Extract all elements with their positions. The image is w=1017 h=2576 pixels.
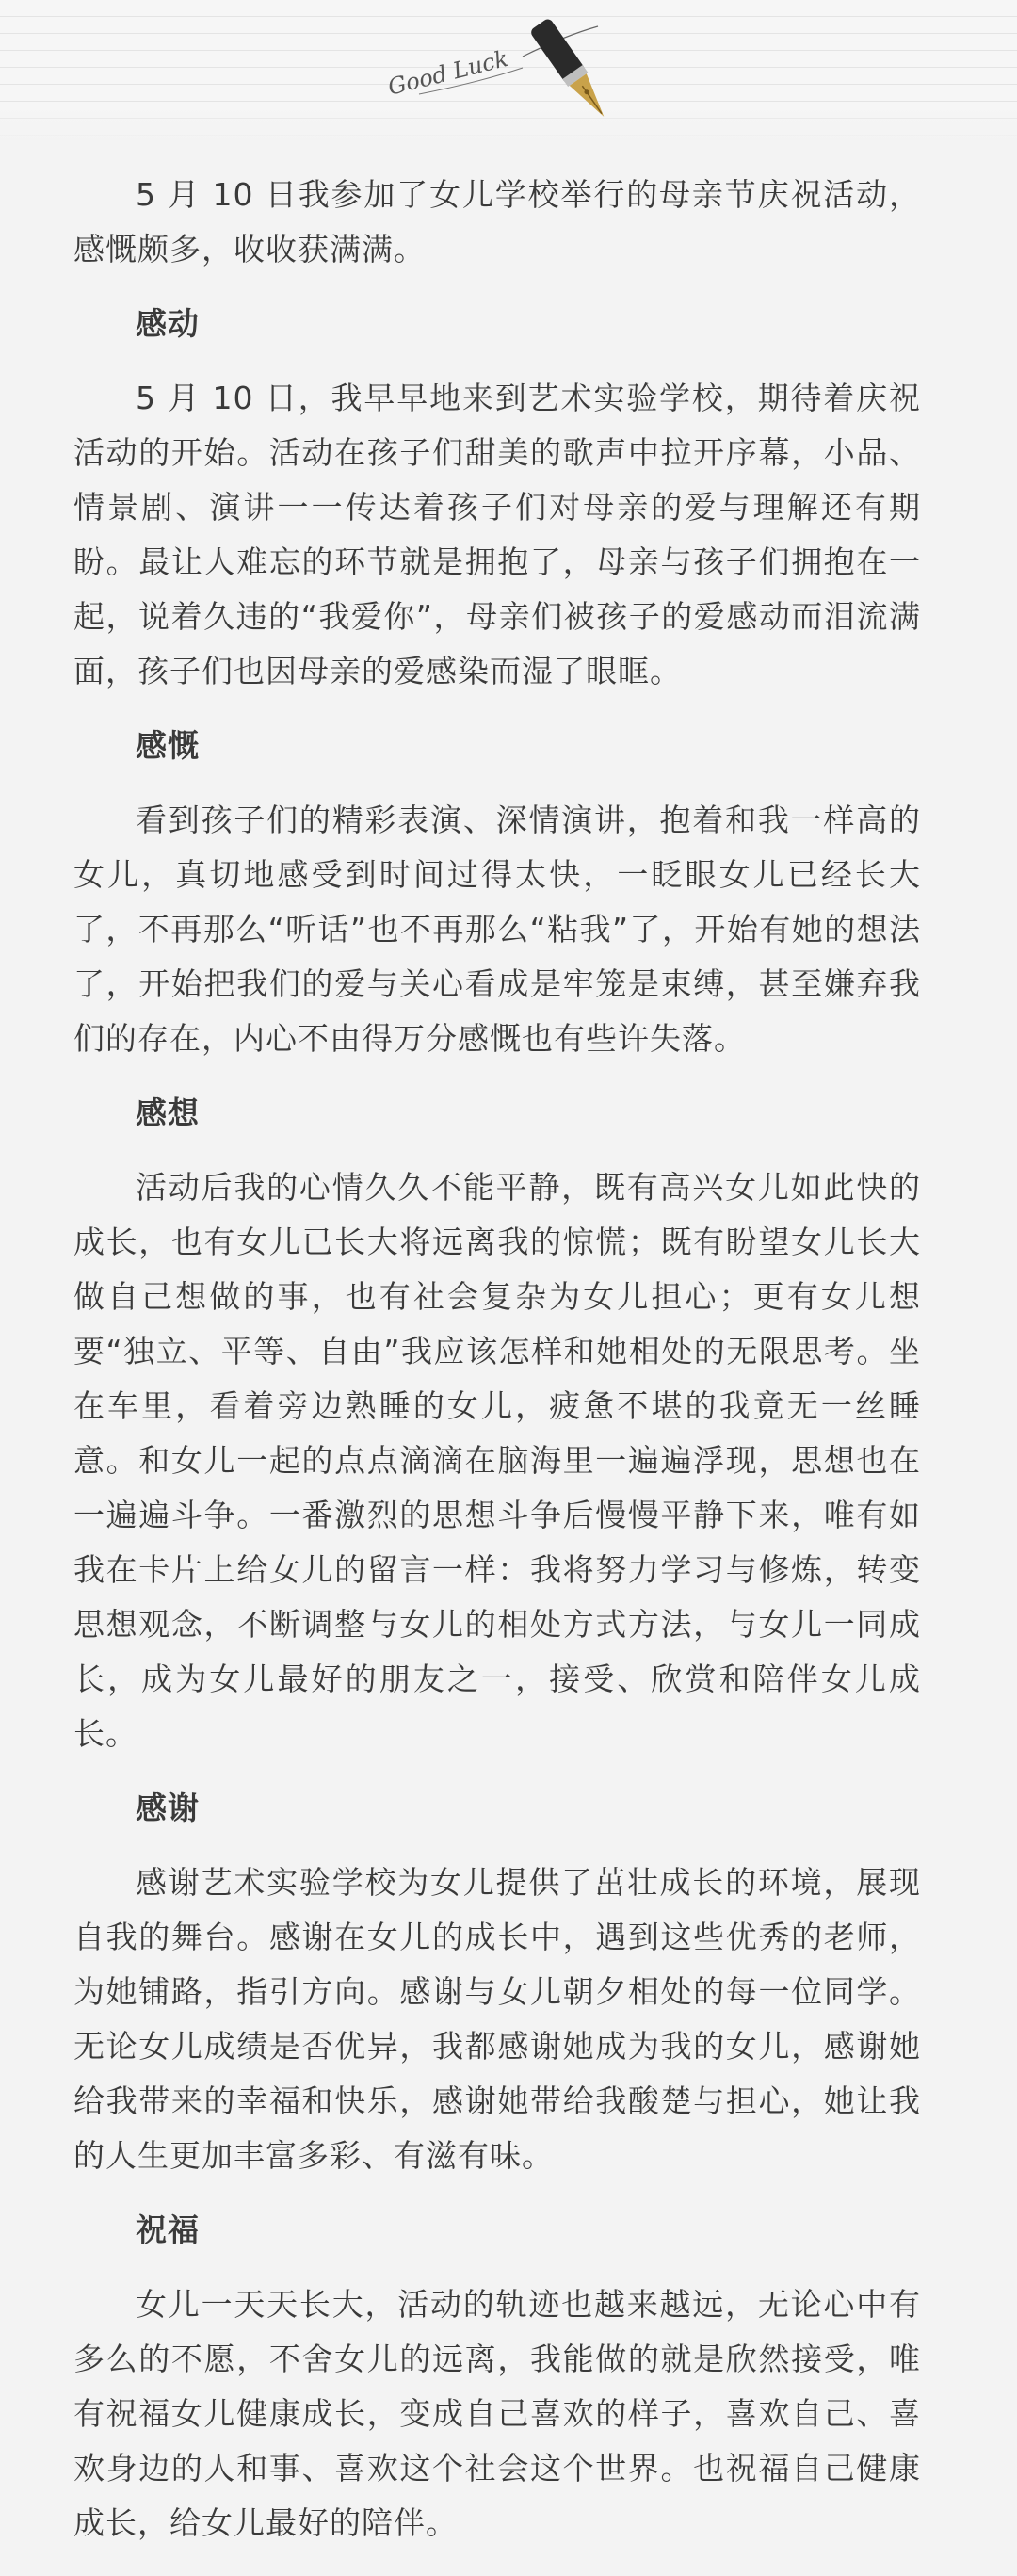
article-body — [73, 168, 921, 2570]
section-paragraph: 看到孩子们的精彩表演、深情演讲，抱着和我一样高的女儿，真切地感受到时间过得太快，一眨眼女儿已经长大了，不再那么“听话”也不再那么“粘我”了，开始有她的想法了，开始把我们的爱与关心看成是牢笼是束缚，甚至嫌弃我们的存在，内心不由得万分感慨也有些许失落。 — [73, 802, 921, 1057]
section-heading: 祝福 — [136, 2211, 200, 2248]
good-luck-pen-illustration — [381, 19, 645, 137]
intro-paragraph: 5 月 10 日我参加了女儿学校举行的母亲节庆祝活动，感慨颇多，收收获满满。 — [73, 176, 921, 267]
section-paragraph: 感谢艺术实验学校为女儿提供了茁壮成长的环境，展现自我的舞台。感谢在女儿的成长中，遇到这些优秀的老师，为她铺路，指引方向。感谢与女儿朝夕相处的每一位同学。无论女儿成绩是否优异，我都感谢她成为我的女儿，感谢她给我带来的幸福和快乐，感谢她带给我酸楚与担心，她让我的人生更加丰富多彩、有滋有味。 — [73, 1864, 921, 2174]
header-banner — [0, 0, 1017, 141]
signature-text: Good Luck — [385, 44, 511, 101]
section-paragraph: 女儿一天天长大，活动的轨迹也越来越远，无论心中有多么的不愿，不舍女儿的远离，我能做的就是欣然接受，唯有祝福女儿健康成长，变成自己喜欢的样子，喜欢自己、喜欢身边的人和事、喜欢这个社会这个世界。也祝福自己健康成长，给女儿最好的陪伴。 — [73, 2286, 921, 2541]
section-heading: 感想 — [136, 1094, 200, 1131]
section-heading: 感动 — [136, 305, 200, 342]
section-paragraph: 活动后我的心情久久不能平静，既有高兴女儿如此快的成长，也有女儿已长大将远离我的惊慌；既有盼望女儿长大做自己想做的事，也有社会复杂为女儿担心；更有女儿想要“独立、平等、自由”我应该怎样和她相处的无限思考。坐在车里，看着旁边熟睡的女儿，疲惫不堪的我竟无一丝睡意。和女儿一起的点点滴滴在脑海里一遍遍浮现，思想也在一遍遍斗争。一番激烈的思想斗争后慢慢平静下来，唯有如我在卡片上给女儿的留言一样：我将努力学习与修炼，转变思想观念，不断调整与女儿的相处方式方法，与女儿一同成长，成为女儿最好的朋友之一，接受、欣赏和陪伴女儿成长。 — [73, 1169, 921, 1752]
section-paragraph: 5 月 10 日，我早早地来到艺术实验学校，期待着庆祝活动的开始。活动在孩子们甜美的歌声中拉开序幕，小品、情景剧、演讲一一传达着孩子们对母亲的爱与理解还有期盼。最让人难忘的环节就是拥抱了，母亲与孩子们拥抱在一起，说着久违的“我爱你”，母亲们被孩子的爱感动而泪流满面，孩子们也因母亲的爱感染而湿了眼眶。 — [73, 380, 921, 689]
section-heading: 感谢 — [136, 1790, 200, 1826]
section-heading: 感慨 — [136, 727, 200, 764]
